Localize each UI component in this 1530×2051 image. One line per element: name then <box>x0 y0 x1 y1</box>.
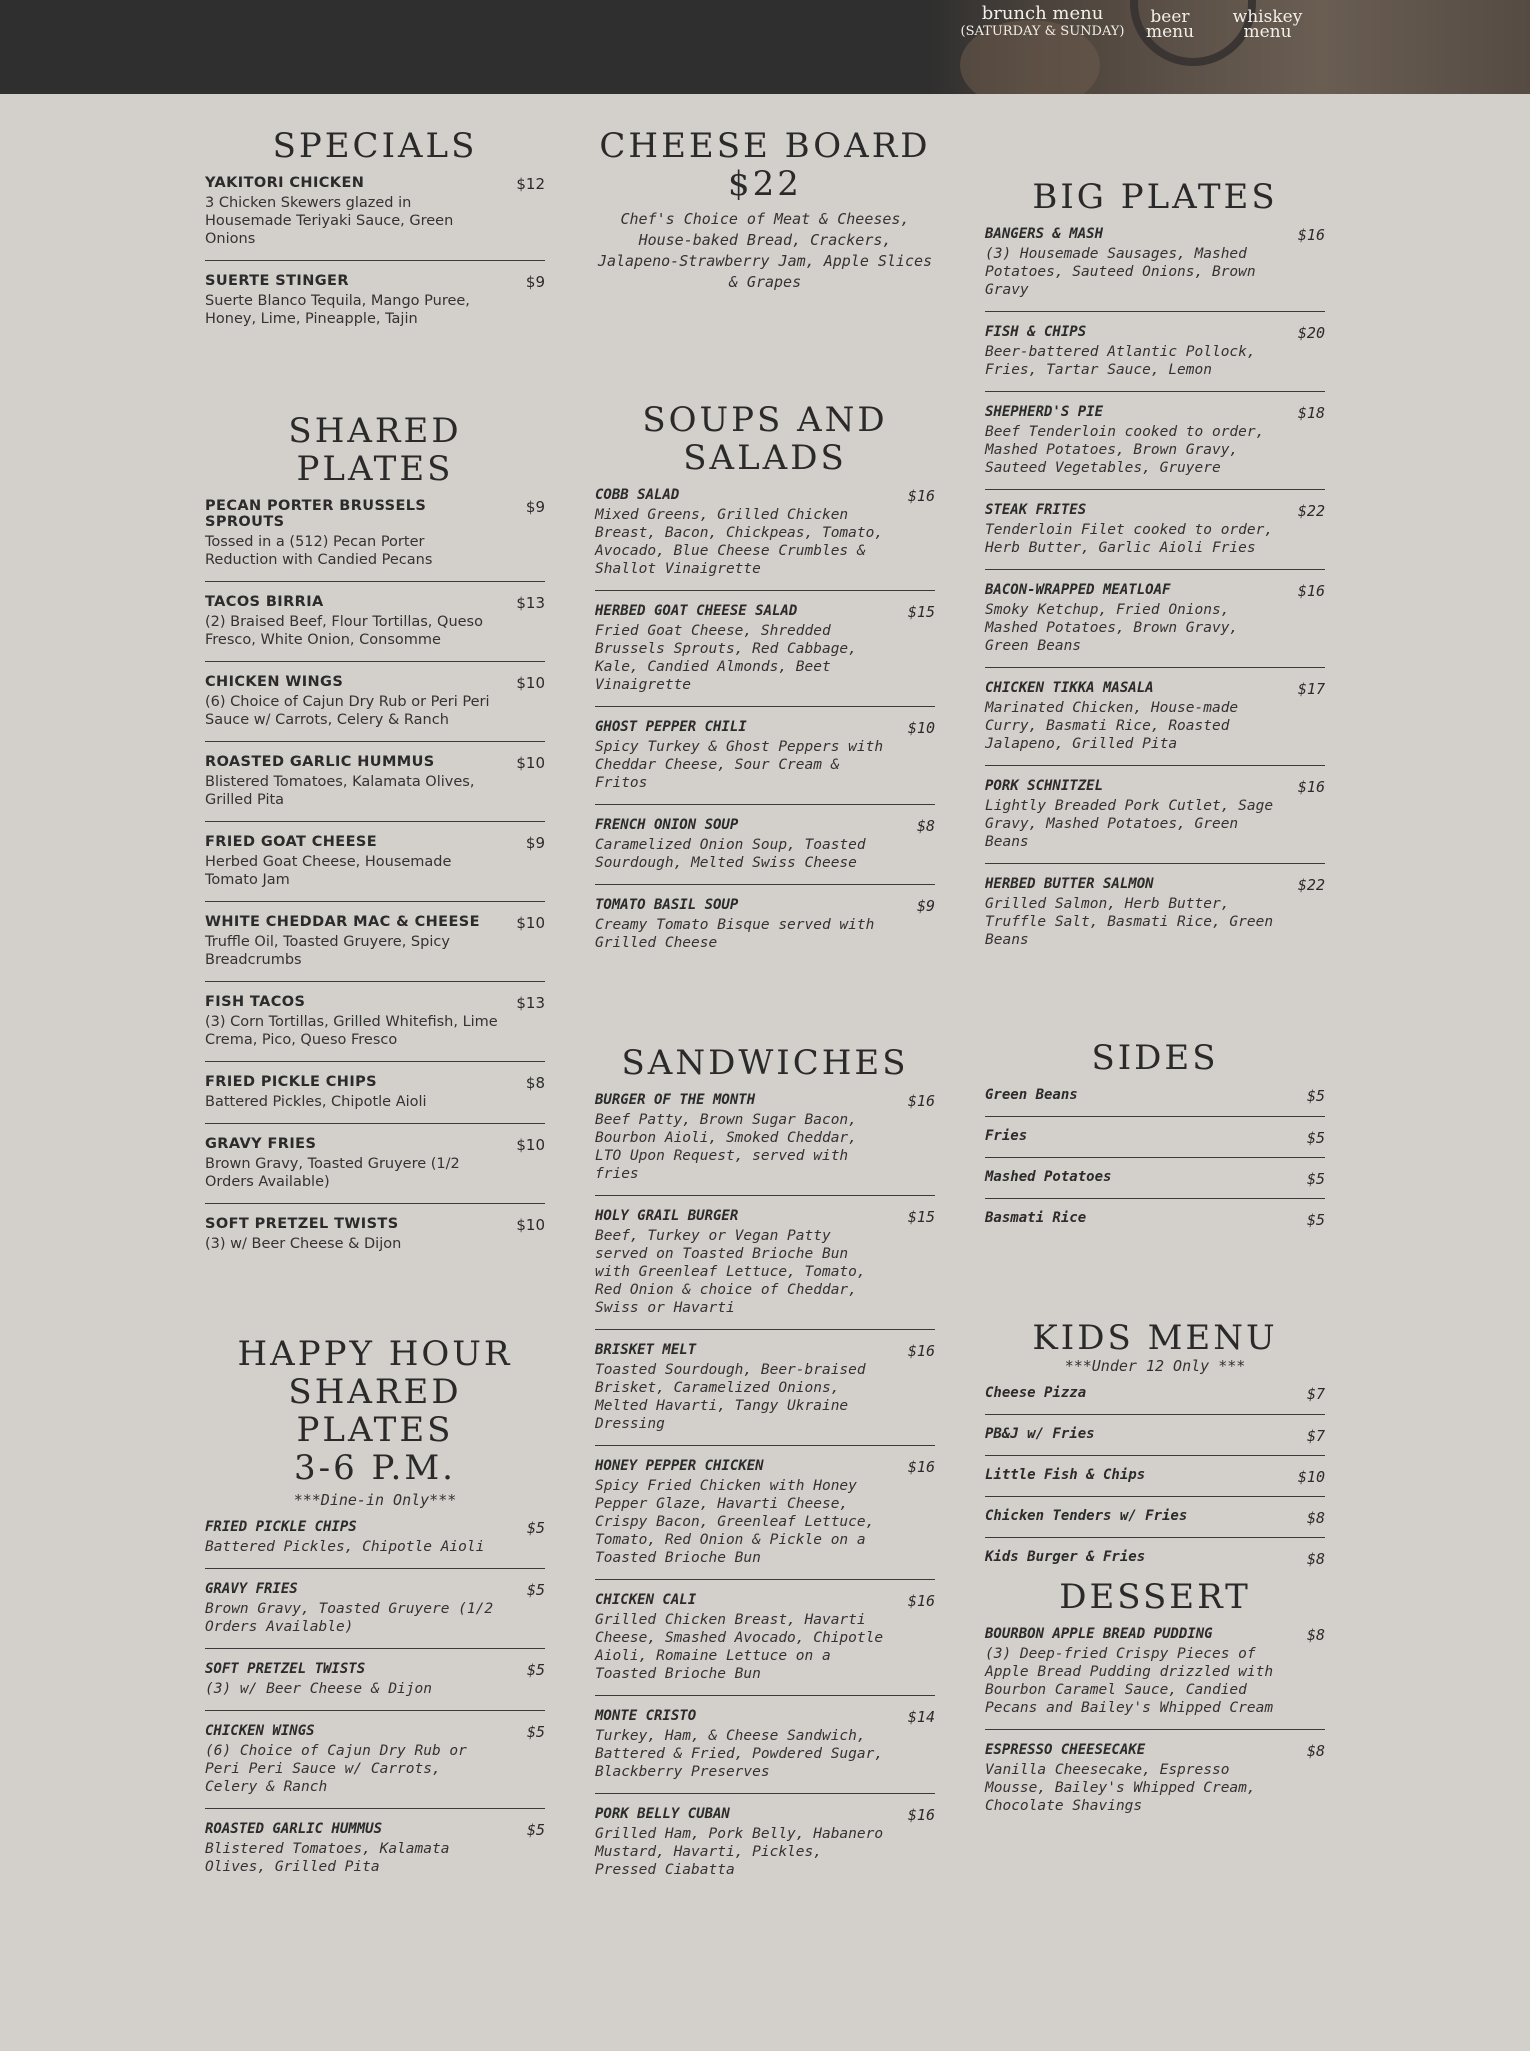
menu-item-name: Green Beans <box>985 1087 1078 1103</box>
menu-item-name: BOURBON APPLE BREAD PUDDING <box>985 1626 1213 1642</box>
menu-item-name: BURGER OF THE MONTH <box>595 1092 756 1108</box>
nav-brunch-menu-link[interactable] <box>955 3 1130 39</box>
menu-item-description: Herbed Goat Cheese, Housemade Tomato Jam <box>205 854 452 888</box>
happy-hour-title-line1: HAPPY HOUR <box>237 1334 513 1374</box>
dessert-title: DESSERT <box>1059 1577 1251 1617</box>
menu-item-price: $8 <box>1306 1626 1325 1644</box>
menu-item-price: $5 <box>526 1581 545 1599</box>
menu-item <box>205 822 545 902</box>
menu-item-name: COBB SALAD <box>595 487 680 503</box>
menu-item <box>205 261 545 340</box>
menu-item-price: $16 <box>1297 582 1325 600</box>
soups-salads-list <box>595 477 935 964</box>
menu-item-price: $10 <box>516 754 545 772</box>
menu-item-price: $10 <box>516 1216 545 1234</box>
shared-plates-section <box>205 412 545 1265</box>
kids-menu-section <box>985 1319 1325 1578</box>
menu-item-name: BACON-WRAPPED MEATLOAF <box>985 582 1171 598</box>
menu-item-description: (3) w/ Beer Cheese & Dijon <box>205 1236 402 1252</box>
menu-item-description: (6) Choice of Cajun Dry Rub or Peri Peri Sauce w/ Carrots, Celery & Ranch <box>205 694 490 728</box>
menu-item-name: TOMATO BASIL SOUP <box>595 897 739 913</box>
menu-item-price: $8 <box>1306 1550 1325 1568</box>
menu-item-name: YAKITORI CHICKEN <box>205 175 365 191</box>
menu-item <box>205 982 545 1062</box>
menu-item <box>985 1158 1325 1199</box>
menu-item-description: Creamy Tomato Bisque served with Grilled Cheese <box>595 917 875 951</box>
menu-item-price: $10 <box>907 719 935 737</box>
menu-item <box>595 1446 935 1580</box>
menu-item-price: $5 <box>1306 1087 1325 1105</box>
menu-item-description: Mixed Greens, Grilled Chicken Breast, Bacon, Chickpeas, Tomato, Avocado, Blue Cheese Crumbles & Shallot Vinaigrette <box>595 507 884 577</box>
menu-item-name: Basmati Rice <box>985 1210 1087 1226</box>
specials-title: SPECIALS <box>272 126 478 166</box>
menu-item-description: Marinated Chicken, House-made Curry, Basmati Rice, Roasted Jalapeno, Grilled Pita <box>985 700 1239 752</box>
menu-item <box>595 477 935 591</box>
menu-item-description: Beer-battered Atlantic Pollock, Fries, Tartar Sauce, Lemon <box>985 344 1256 378</box>
menu-item-name: CHICKEN TIKKA MASALA <box>985 680 1154 696</box>
menu-item-name: WHITE CHEDDAR MAC & CHEESE <box>205 914 480 930</box>
menu-item <box>205 1204 545 1265</box>
menu-item-description: Grilled Chicken Breast, Havarti Cheese, Smashed Avocado, Chipotle Aioli, Romaine Lettuce on a Toasted Brioche Bun <box>595 1612 884 1682</box>
menu-item-description: (2) Braised Beef, Flour Tortillas, Queso Fresco, White Onion, Consomme <box>205 614 483 648</box>
menu-item <box>985 1730 1325 1827</box>
menu-item-description: Beef, Turkey or Vegan Patty served on Toasted Brioche Bun with Greenleaf Lettuce, Tomato, Red Onion & choice of Cheddar, Swiss or Havarti <box>595 1228 866 1316</box>
menu-item-description: Blistered Tomatoes, Kalamata Olives, Grilled Pita <box>205 774 475 808</box>
top-navigation-bar <box>0 0 1530 94</box>
menu-item <box>985 1117 1325 1158</box>
shared-plates-title: SHARED PLATES <box>288 411 462 489</box>
menu-item <box>205 165 545 261</box>
menu-item-price: $16 <box>907 1458 935 1476</box>
menu-item-name: BANGERS & MASH <box>985 226 1104 242</box>
menu-item <box>985 1199 1325 1239</box>
dessert-section <box>985 1578 1325 1827</box>
menu-item-price: $7 <box>1306 1427 1325 1445</box>
menu-item-name: HERBED BUTTER SALMON <box>985 876 1154 892</box>
menu-item-price: $5 <box>526 1723 545 1741</box>
nav-brunch-sublabel: (SATURDAY & SUNDAY) <box>960 24 1125 39</box>
cheese-board-price: $22 <box>728 164 802 204</box>
menu-item-name: PORK SCHNITZEL <box>985 778 1104 794</box>
menu-item <box>205 1062 545 1124</box>
menu-item <box>205 902 545 982</box>
menu-item <box>985 1538 1325 1578</box>
menu-item <box>205 1809 545 1888</box>
menu-item-price: $16 <box>907 1806 935 1824</box>
menu-item <box>595 1794 935 1891</box>
menu-item-price: $10 <box>516 914 545 932</box>
menu-item <box>985 766 1325 864</box>
menu-item-price: $9 <box>916 897 935 915</box>
menu-item-price: $10 <box>1297 1468 1325 1486</box>
menu-item-name: HONEY PEPPER CHICKEN <box>595 1458 764 1474</box>
menu-item-name: Kids Burger & Fries <box>985 1549 1146 1565</box>
menu-item-name: BRISKET MELT <box>595 1342 697 1358</box>
menu-item-price: $20 <box>1297 324 1325 342</box>
menu-item-description: Spicy Turkey & Ghost Peppers with Cheddar Cheese, Sour Cream & Fritos <box>595 739 884 791</box>
menu-item-description: Battered Pickles, Chipotle Aioli <box>205 1539 485 1555</box>
menu-item <box>205 742 545 822</box>
menu-item <box>595 1580 935 1696</box>
menu-item-price: $7 <box>1306 1385 1325 1403</box>
menu-item-name: FRIED GOAT CHEESE <box>205 834 378 850</box>
menu-item <box>595 707 935 805</box>
menu-item-name: FRENCH ONION SOUP <box>595 817 739 833</box>
menu-item <box>205 488 545 582</box>
menu-item-description: (3) Housemade Sausages, Mashed Potatoes, Sauteed Onions, Brown Gravy <box>985 246 1256 298</box>
menu-item-description: (3) w/ Beer Cheese & Dijon <box>205 1681 432 1697</box>
dessert-list <box>985 1616 1325 1827</box>
menu-item-price: $10 <box>516 1136 545 1154</box>
cheese-board-title: CHEESE BOARD <box>599 126 931 166</box>
menu-item <box>205 662 545 742</box>
menu-item <box>985 1415 1325 1456</box>
nav-brunch-label: brunch menu <box>981 3 1104 24</box>
menu-item <box>985 1375 1325 1415</box>
menu-item-price: $5 <box>1306 1129 1325 1147</box>
menu-item <box>985 570 1325 668</box>
menu-item-name: SOFT PRETZEL TWISTS <box>205 1216 399 1232</box>
menu-item-name: GRAVY FRIES <box>205 1581 298 1597</box>
menu-item-description: Caramelized Onion Soup, Toasted Sourdough, Melted Swiss Cheese <box>595 837 866 871</box>
menu-item-name: Cheese Pizza <box>985 1385 1087 1401</box>
menu-item-name: FISH & CHIPS <box>985 324 1087 340</box>
shared-plates-list <box>205 488 545 1265</box>
menu-item <box>985 864 1325 961</box>
menu-item-name: HOLY GRAIL BURGER <box>595 1208 739 1224</box>
menu-item-price: $5 <box>1306 1211 1325 1229</box>
menu-item-name: STEAK FRITES <box>985 502 1087 518</box>
menu-item <box>595 1696 935 1794</box>
menu-item-description: Suerte Blanco Tequila, Mango Puree, Honey, Lime, Pineapple, Tajin <box>205 293 470 327</box>
menu-item-description: (6) Choice of Cajun Dry Rub or Peri Peri Sauce w/ Carrots, Celery & Ranch <box>205 1743 467 1795</box>
cheese-board-description: Chef's Choice of Meat & Cheeses, House-baked Bread, Crackers, Jalapeno-Strawberry Jam, Apple Slices & Grapes <box>597 210 933 291</box>
menu-item <box>205 1509 545 1569</box>
menu-item-name: ROASTED GARLIC HUMMUS <box>205 1821 383 1837</box>
menu-item-description: Tossed in a (512) Pecan Porter Reduction with Candied Pecans <box>205 534 433 568</box>
menu-item-price: $8 <box>916 817 935 835</box>
menu-item-description: Smoky Ketchup, Fried Onions, Mashed Potatoes, Brown Gravy, Green Beans <box>985 602 1239 654</box>
menu-item-name: Little Fish & Chips <box>985 1467 1146 1483</box>
menu-item-price: $16 <box>907 1092 935 1110</box>
menu-item-description: Spicy Fried Chicken with Honey Pepper Glaze, Havarti Cheese, Crispy Bacon, Greenleaf Lettuce, Tomato, Red Onion & Pickle on a Toasted Brioche Bun <box>595 1478 875 1566</box>
menu-item-price: $10 <box>516 674 545 692</box>
menu-item <box>985 1497 1325 1538</box>
menu-item-name: GHOST PEPPER CHILI <box>595 719 747 735</box>
menu-item-name: FRIED PICKLE CHIPS <box>205 1519 357 1535</box>
menu-item <box>985 1616 1325 1730</box>
menu-item-name: FRIED PICKLE CHIPS <box>205 1074 377 1090</box>
happy-hour-section <box>205 1335 545 1888</box>
menu-item-description: (3) Deep-fried Crispy Pieces of Apple Bread Pudding drizzled with Bourbon Caramel Sauce, Candied Pecans and Bailey's Whipped Cream <box>985 1646 1274 1716</box>
menu-item-description: (3) Corn Tortillas, Grilled Whitefish, Lime Crema, Pico, Queso Fresco <box>205 1014 498 1048</box>
menu-item-name: HERBED GOAT CHEESE SALAD <box>595 603 798 619</box>
happy-hour-list <box>205 1509 545 1888</box>
menu-item <box>985 392 1325 490</box>
menu-item <box>205 1124 545 1204</box>
menu-column-right <box>985 94 1325 1827</box>
menu-item-description: Brown Gravy, Toasted Gruyere (1/2 Orders Available) <box>205 1156 460 1190</box>
menu-item-description: Lightly Breaded Pork Cutlet, Sage Gravy, Mashed Potatoes, Green Beans <box>985 798 1274 850</box>
menu-item-description: Battered Pickles, Chipotle Aioli <box>205 1094 427 1110</box>
menu-item-name: PB&J w/ Fries <box>985 1426 1095 1442</box>
big-plates-section <box>985 178 1325 961</box>
menu-item-name: FISH TACOS <box>205 994 306 1010</box>
menu-item-price: $17 <box>1297 680 1325 698</box>
kids-menu-title: KIDS MENU <box>1032 1318 1278 1358</box>
menu-item-description: Turkey, Ham, & Cheese Sandwich, Battered & Fried, Powdered Sugar, Blackberry Preserves <box>595 1728 884 1780</box>
menu-item <box>205 1649 545 1711</box>
menu-item-price: $5 <box>526 1519 545 1537</box>
menu-item <box>205 1569 545 1649</box>
menu-item-price: $8 <box>1306 1742 1325 1760</box>
big-plates-list <box>985 216 1325 961</box>
menu-item-description: Beef Tenderloin cooked to order, Mashed Potatoes, Brown Gravy, Sauteed Vegetables, Gruyere <box>985 424 1265 476</box>
menu-item-name: TACOS BIRRIA <box>205 594 324 610</box>
kids-menu-subtitle: ***Under 12 Only *** <box>1064 1357 1246 1375</box>
menu-item-name: CHICKEN WINGS <box>205 674 344 690</box>
menu-item-name: PECAN PORTER BRUSSELS SPROUTS <box>205 498 427 530</box>
menu-item-price: $12 <box>516 175 545 193</box>
happy-hour-title-line3: 3-6 P.M. <box>294 1448 456 1488</box>
menu-item-price: $8 <box>525 1074 545 1092</box>
menu-item-description: Vanilla Cheesecake, Espresso Mousse, Bailey's Whipped Cream, Chocolate Shavings <box>985 1762 1256 1814</box>
menu-item-name: CHICKEN WINGS <box>205 1723 315 1739</box>
sandwiches-title: SANDWICHES <box>621 1043 909 1083</box>
menu-item <box>595 591 935 707</box>
soups-salads-title-line1: SOUPS AND <box>642 400 888 440</box>
soups-salads-section <box>595 401 935 964</box>
sides-list <box>985 1077 1325 1239</box>
menu-column-left <box>205 94 545 1888</box>
menu-item-price: $9 <box>525 273 545 291</box>
menu-item-price: $16 <box>1297 226 1325 244</box>
menu-item <box>985 668 1325 766</box>
menu-item-price: $13 <box>516 994 545 1012</box>
menu-item-name: Fries <box>985 1128 1028 1144</box>
menu-item-description: Blistered Tomatoes, Kalamata Olives, Grilled Pita <box>205 1841 450 1875</box>
menu-item-name: PORK BELLY CUBAN <box>595 1806 730 1822</box>
menu-item-name: SHEPHERD'S PIE <box>985 404 1104 420</box>
menu-item-price: $16 <box>907 1342 935 1360</box>
menu-item-price: $16 <box>907 1592 935 1610</box>
menu-item-description: Brown Gravy, Toasted Gruyere (1/2 Orders Available) <box>205 1601 494 1635</box>
big-plates-title: BIG PLATES <box>1032 177 1278 217</box>
sandwiches-list <box>595 1082 935 1891</box>
menu-item-price: $9 <box>525 834 545 852</box>
happy-hour-subtitle: ***Dine-in Only*** <box>293 1491 457 1509</box>
menu-item-description: Truffle Oil, Toasted Gruyere, Spicy Breadcrumbs <box>205 934 450 968</box>
kids-menu-list <box>985 1375 1325 1578</box>
nav-whiskey-sublabel: menu <box>1243 22 1292 42</box>
menu-item <box>595 1082 935 1196</box>
menu-item-name: ESPRESSO CHEESECAKE <box>985 1742 1146 1758</box>
menu-item-price: $22 <box>1297 502 1325 520</box>
menu-item-name: SUERTE STINGER <box>205 273 349 289</box>
menu-item <box>985 490 1325 570</box>
menu-item-description: Grilled Salmon, Herb Butter, Truffle Salt, Basmati Rice, Green Beans <box>985 896 1274 948</box>
menu-item-price: $16 <box>1297 778 1325 796</box>
menu-item-name: SOFT PRETZEL TWISTS <box>205 1661 366 1677</box>
menu-item <box>205 582 545 662</box>
menu-item-price: $5 <box>1306 1170 1325 1188</box>
sandwiches-section <box>595 1044 935 1891</box>
nav-whiskey-menu-link[interactable] <box>1225 7 1310 42</box>
happy-hour-title-line2: SHARED PLATES <box>288 1372 462 1450</box>
menu-item-price: $8 <box>1306 1509 1325 1527</box>
cheese-board-section <box>595 127 935 293</box>
menu-item-description: Grilled Ham, Pork Belly, Habanero Mustard, Havarti, Pickles, Pressed Ciabatta <box>595 1826 884 1878</box>
menu-item-name: GRAVY FRIES <box>205 1136 317 1152</box>
menu-item-name: ROASTED GARLIC HUMMUS <box>205 754 435 770</box>
menu-item <box>985 1077 1325 1117</box>
menu-item-price: $5 <box>526 1661 545 1679</box>
menu-item <box>595 805 935 885</box>
menu-item <box>595 1196 935 1330</box>
menu-item-price: $13 <box>516 594 545 612</box>
menu-item-description: Beef Patty, Brown Sugar Bacon, Bourbon Aioli, Smoked Cheddar, LTO Upon Request, served with fries <box>595 1112 857 1182</box>
menu-item-price: $16 <box>907 487 935 505</box>
menu-column-middle <box>595 94 935 1891</box>
menu-item-price: $15 <box>907 603 935 621</box>
menu-item-price: $15 <box>907 1208 935 1226</box>
nav-beer-label: beer <box>1150 7 1190 27</box>
nav-beer-menu-link[interactable] <box>1140 7 1200 42</box>
menu-item-name: Mashed Potatoes <box>985 1169 1112 1185</box>
nav-beer-sublabel: menu <box>1145 22 1195 42</box>
menu-item <box>595 1330 935 1446</box>
menu-item-price: $22 <box>1297 876 1325 894</box>
nav-whiskey-label: whiskey <box>1232 7 1303 27</box>
menu-item <box>595 885 935 964</box>
menu-item <box>985 312 1325 392</box>
menu-item <box>985 1456 1325 1497</box>
specials-list <box>205 165 545 340</box>
menu-item-name: Chicken Tenders w/ Fries <box>985 1508 1188 1524</box>
menu-item <box>205 1711 545 1809</box>
menu-item-description: 3 Chicken Skewers glazed in Housemade Teriyaki Sauce, Green Onions <box>205 195 454 247</box>
menu-item-price: $14 <box>907 1708 935 1726</box>
sides-title: SIDES <box>1091 1038 1219 1078</box>
sides-section <box>985 1039 1325 1239</box>
specials-section <box>205 127 545 340</box>
soups-salads-title-line2: SALADS <box>683 438 847 478</box>
menu-item-name: MONTE CRISTO <box>595 1708 697 1724</box>
menu-item-price: $5 <box>526 1821 545 1839</box>
menu-item-description: Toasted Sourdough, Beer-braised Brisket, Caramelized Onions, Melted Havarti, Tangy Ukraine Dressing <box>595 1362 866 1432</box>
menu-item-name: CHICKEN CALI <box>595 1592 697 1608</box>
menu-item-description: Fried Goat Cheese, Shredded Brussels Sprouts, Red Cabbage, Kale, Candied Almonds, Beet Vinaigrette <box>595 623 857 693</box>
menu-item <box>985 216 1325 312</box>
menu-item-price: $18 <box>1297 404 1325 422</box>
menu-item-description: Tenderloin Filet cooked to order, Herb Butter, Garlic Aioli Fries <box>985 522 1274 556</box>
menu-item-price: $9 <box>525 498 545 516</box>
